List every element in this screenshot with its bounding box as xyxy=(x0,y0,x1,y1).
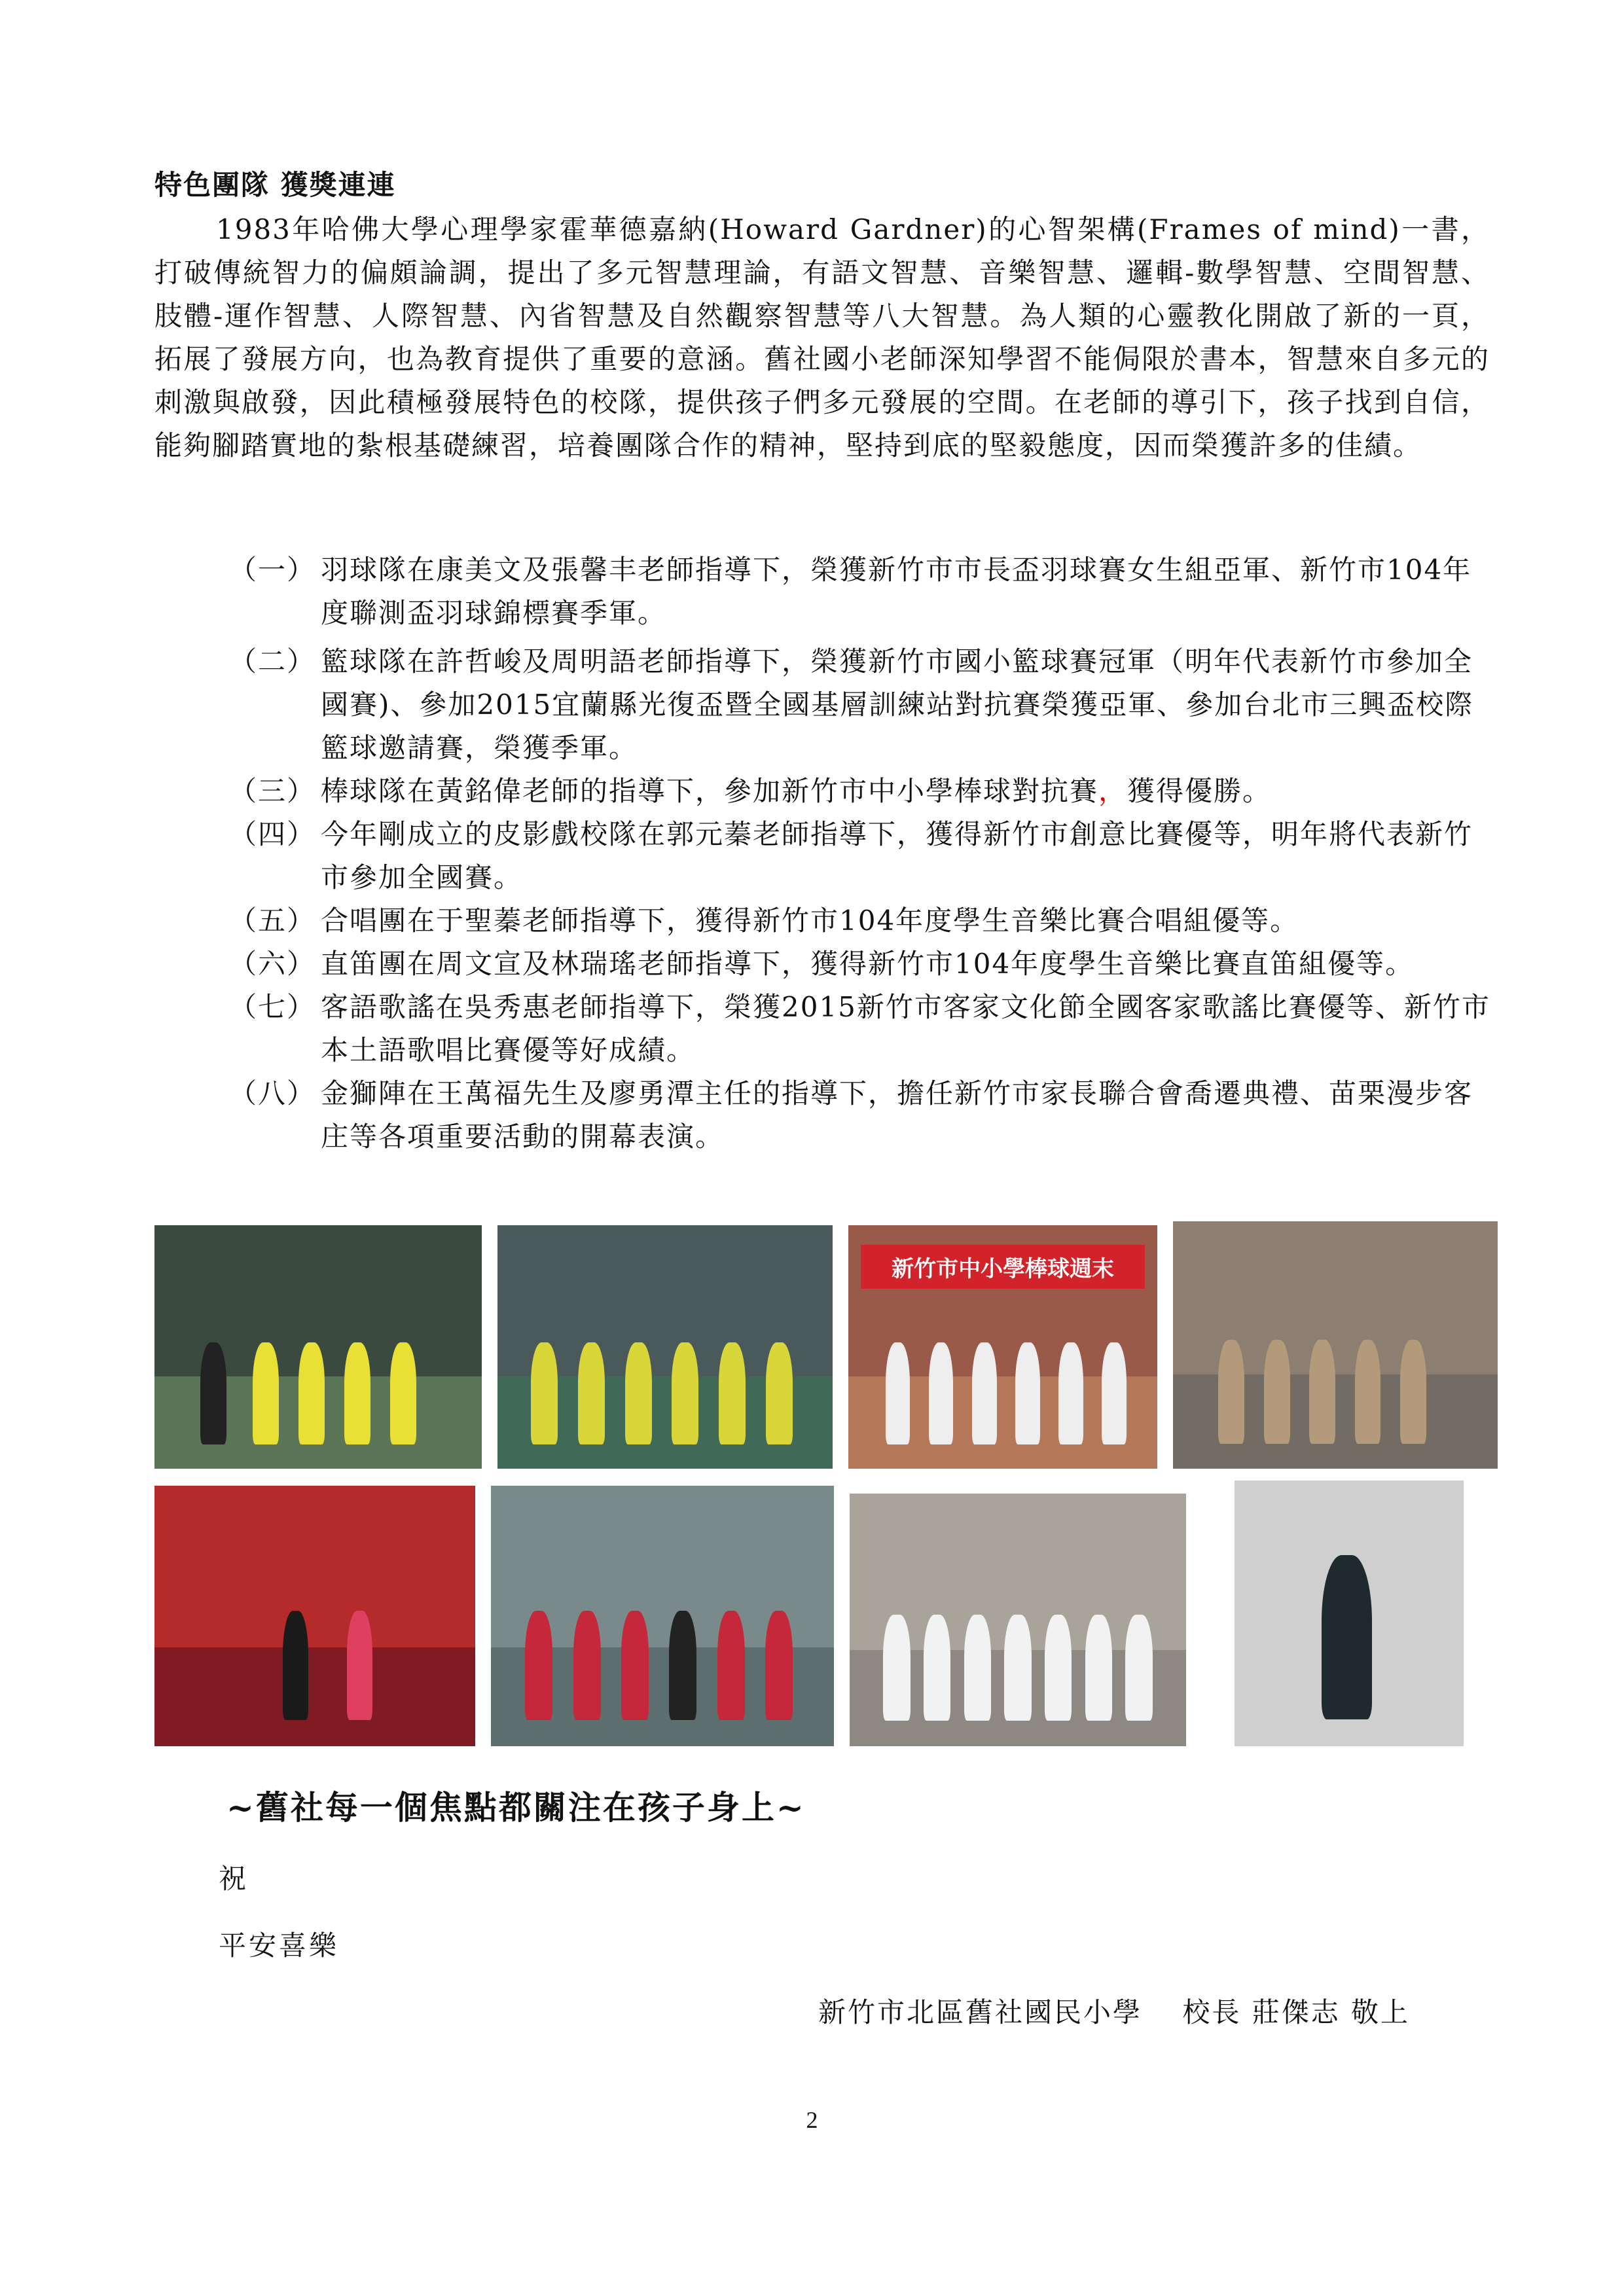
item-number: （七） xyxy=(229,991,316,1023)
list-item xyxy=(229,548,1499,635)
item-number: （一） xyxy=(229,554,316,586)
item-text: 金獅陣在王萬福先生及廖勇潭主任的指導下，擔任新竹市家長聯合會喬遷典禮、苗栗漫步客庄等各項重要活動的開幕表演。 xyxy=(321,1077,1473,1153)
list-item xyxy=(229,770,1499,813)
photo-basketball-dunk xyxy=(1235,1480,1464,1746)
item-text-part: 獲得優勝。 xyxy=(1127,775,1272,807)
list-item xyxy=(229,640,1499,770)
item-text: 羽球隊在康美文及張馨丰老師指導下，榮獲新竹市市長盃羽球賽女生組亞軍、新竹市104年度聯測盃羽球錦標賽季軍。 xyxy=(321,554,1472,629)
item-number: （六） xyxy=(229,948,316,980)
item-text xyxy=(321,770,1499,813)
slogan: ~舊社每一個焦點都關注在孩子身上~ xyxy=(226,1788,806,1827)
list-item xyxy=(229,813,1499,899)
list-item xyxy=(229,899,1499,942)
photo-choir xyxy=(1173,1221,1498,1469)
intro-paragraph: 1983年哈佛大學心理學家霍華德嘉納(Howard Gardner)的心智架構(Frames of mind)一書，打破傳統智力的偏頗論調，提出了多元智慧理論，有語文智慧、音樂智慧、邏輯-數學智慧、空間智慧、肢體-運作智慧、人際智慧、內省智慧及自然觀察智慧等八大智慧。為人類的心靈教化開啟了新的一頁，拓展了發展方向，也為教育提供了重要的意涵。舊社國小老師深知學習不能侷限於書本，智慧來自多元的刺激與啟發，因此積極發展特色的校隊，提供孩子們多元發展的空間。在老師的導引下，孩子找到自信，能夠腳踏實地的紮根基礎練習，培養團隊合作的精神，堅持到底的堅毅態度，因而榮獲許多的佳績。 xyxy=(154,213,1490,461)
item-number: （二） xyxy=(229,645,316,677)
closing-wish: 祝 xyxy=(219,1863,247,1895)
item-number: （八） xyxy=(229,1077,316,1109)
photo-basketball-team xyxy=(497,1225,833,1469)
item-text: 今年剛成立的皮影戲校隊在郭元蓁老師指導下，獲得新竹市創意比賽優等，明年將代表新竹市參加全國賽。 xyxy=(321,818,1473,893)
photo-recorder-ensemble xyxy=(850,1494,1186,1746)
item-text: 直笛團在周文宣及林瑞瑤老師指導下，獲得新竹市104年度學生音樂比賽直笛組優等。 xyxy=(321,948,1415,980)
list-item xyxy=(229,942,1499,986)
baseball-banner: 新竹市中小學棒球週末 xyxy=(861,1245,1145,1289)
list-item xyxy=(229,1072,1499,1158)
photo-hakka-singers xyxy=(491,1486,834,1746)
photo-lion-dance xyxy=(154,1486,475,1746)
item-text: 籃球隊在許哲峻及周明語老師指導下，榮獲新竹市國小籃球賽冠軍（明年代表新竹市參加全國賽)、參加2015宜蘭縣光復盃暨全國基層訓練站對抗賽榮獲亞軍、參加台北市三興盃校際籃球邀請賽，榮獲季軍。 xyxy=(321,645,1474,764)
item-number: （五） xyxy=(229,905,316,937)
section-heading: 特色團隊 獲獎連連 xyxy=(154,169,396,201)
closing-blessing: 平安喜樂 xyxy=(219,1929,340,1962)
photo-badminton-team xyxy=(154,1225,482,1469)
award-list xyxy=(229,548,1499,1158)
item-text: 客語歌謠在吳秀惠老師指導下，榮獲2015新竹市客家文化節全國客家歌謠比賽優等、新竹市本土語歌唱比賽優等好成績。 xyxy=(321,991,1490,1066)
item-number: （三） xyxy=(229,775,316,807)
list-item xyxy=(229,986,1499,1072)
item-text: 合唱團在于聖蓁老師指導下，獲得新竹市104年度學生音樂比賽合唱組優等。 xyxy=(321,905,1299,937)
item-text-part: 棒球隊在黃銘偉老師的指導下，參加新竹市中小學棒球對抗賽 xyxy=(321,775,1099,807)
page-number: 2 xyxy=(806,2107,818,2133)
signature: 新竹市北區舊社國民小學 校長 莊傑志 敬上 xyxy=(818,1996,1411,2028)
red-comma: ， xyxy=(1098,775,1128,807)
item-number: （四） xyxy=(229,818,316,850)
photo-baseball-team xyxy=(848,1225,1157,1469)
